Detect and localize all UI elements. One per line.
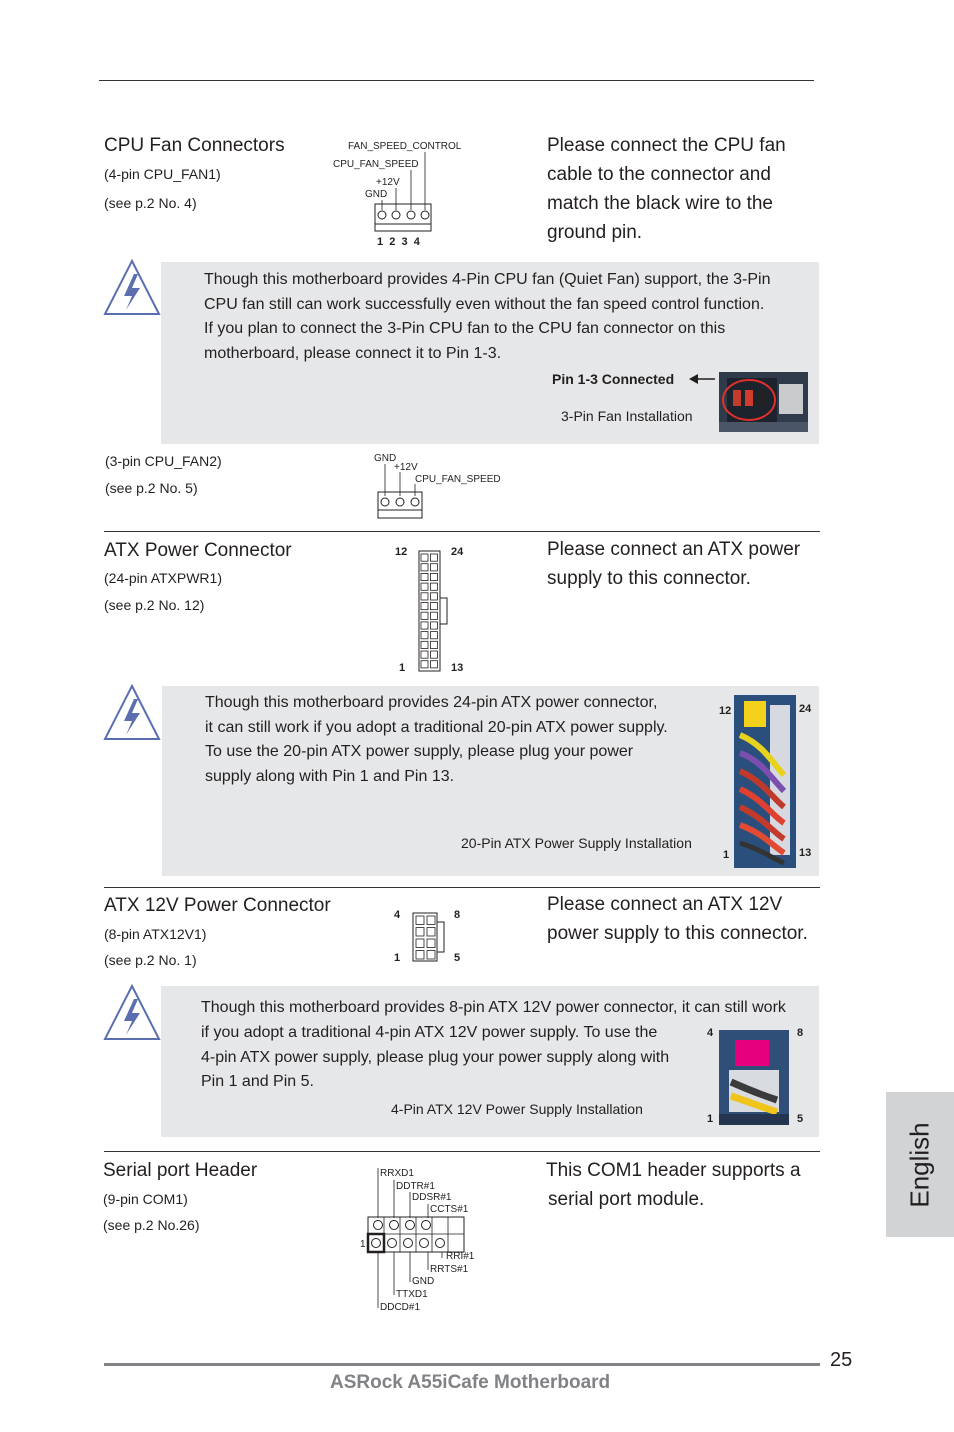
- serial-label-rrts1: RRTS#1: [430, 1264, 469, 1275]
- cpu-fan2-diagram: [370, 450, 510, 522]
- footer-title: ASRock A55iCafe Motherboard: [330, 1372, 611, 1393]
- connector-pin: [427, 939, 435, 948]
- connector-pin: [431, 612, 438, 619]
- atx-photo-pin-1: 1: [723, 849, 730, 861]
- atx-install-caption: 20-Pin ATX Power Supply Installation: [461, 835, 692, 851]
- atx12v-note-line: if you adopt a traditional 4-pin ATX 12V power supply. To use the: [201, 1024, 658, 1041]
- atx12v-desc-line: Please connect an ATX 12V: [547, 894, 783, 915]
- atx-24pin-diagram: [418, 550, 450, 674]
- atx12v-note-line: 4-pin ATX power supply, please plug your power supply along with: [201, 1048, 670, 1066]
- warning-icon: [102, 683, 162, 743]
- connector-pin: [427, 928, 435, 937]
- connector-pin: [421, 564, 428, 571]
- cpu-fan2-label-speed: CPU_FAN_SPEED: [415, 474, 501, 485]
- atx-note: [205, 691, 715, 789]
- connector-pin: [431, 554, 438, 561]
- arrow-left-icon: [688, 372, 716, 386]
- serial-label-ttxd1: TTXD1: [396, 1289, 428, 1300]
- connector-pin: [421, 661, 428, 668]
- cpu-fan-desc-line: Please connect the CPU fan: [547, 135, 786, 156]
- atx12v-pin-4: 4: [394, 909, 401, 921]
- serial-label-ddcd1: DDCD#1: [380, 1302, 421, 1313]
- cpu-fan2-label-12v: +12V: [394, 462, 418, 473]
- cpu-fan-desc-line: cable to the connector and: [547, 164, 771, 185]
- cpu-fan1-pin-numbers: 1 2 3 4: [377, 236, 420, 248]
- serial-desc-line: serial port module.: [548, 1189, 705, 1210]
- atx12v-desc-line: power supply to this connector.: [547, 923, 808, 944]
- serial-desc-line: This COM1 header supports a: [546, 1160, 801, 1181]
- serial-pin1-label: 1: [360, 1239, 366, 1250]
- atx-pin-24: 24: [451, 546, 464, 558]
- connector-pin: [421, 622, 428, 629]
- connector-pin: [431, 661, 438, 668]
- connector-pin: [421, 603, 428, 610]
- atx-sub1: (24-pin ATXPWR1): [104, 570, 222, 586]
- atx-photo-pin-24: 24: [799, 703, 812, 715]
- atx-photo-pin-13: 13: [799, 847, 812, 859]
- atx12v-pin-5: 5: [454, 952, 461, 964]
- cpu-fan1-label-gnd: GND: [365, 189, 388, 200]
- connector-pin: [416, 939, 424, 948]
- atx-pin-1: 1: [399, 662, 406, 674]
- atx12v-pin-8: 8: [454, 909, 461, 921]
- atx-pin-12: 12: [395, 546, 408, 558]
- language-tab-label: English: [904, 1121, 935, 1208]
- language-tab: [886, 1092, 954, 1237]
- serial-header-diagram: [358, 1162, 498, 1318]
- fan-install-photo: [719, 372, 808, 432]
- cpu-fan2-sub2: (see p.2 No. 5): [105, 480, 198, 496]
- cpu-fan-sub2: (see p.2 No. 4): [104, 195, 197, 211]
- atx12v-note: [201, 1021, 701, 1095]
- connector-pin: [427, 951, 435, 960]
- section-rule: [104, 887, 820, 888]
- section-rule: [104, 531, 820, 532]
- atx12v-title: ATX 12V Power Connector: [104, 895, 331, 916]
- cpu-fan-desc: [547, 131, 807, 247]
- serial-label-ddsr1: DDSR#1: [412, 1192, 452, 1203]
- atx12v-desc: [547, 890, 827, 948]
- atx12v-photo-pin-8: 8: [797, 1027, 804, 1039]
- cpu-fan-note: [204, 268, 814, 366]
- cpu-fan1-label-speed: CPU_FAN_SPEED: [333, 159, 419, 170]
- atx12v-note-line: Pin 1 and Pin 5.: [201, 1073, 314, 1090]
- atx-desc-line: Please connect an ATX power: [547, 539, 801, 560]
- atx12v-pin-1: 1: [394, 952, 401, 964]
- atx-photo-pin-12: 12: [719, 705, 732, 717]
- cpu-fan-note-line: CPU fan still can work successfully even without the fan speed control function.: [204, 295, 765, 313]
- warning-icon: [102, 258, 162, 318]
- serial-sub2: (see p.2 No.26): [103, 1217, 200, 1233]
- connector-pin: [416, 951, 424, 960]
- warning-icon: [102, 983, 162, 1043]
- connector-pin: [421, 651, 428, 658]
- cpu-fan2-sub1: (3-pin CPU_FAN2): [105, 453, 222, 469]
- cpu-fan1-label-12v: +12V: [376, 177, 400, 188]
- serial-label-rrxd1: RRXD1: [380, 1168, 414, 1179]
- top-rule: [99, 80, 814, 81]
- atx-note-line: supply along with Pin 1 and Pin 13.: [205, 767, 455, 785]
- atx-note-line: it can still work if you adopt a traditional 20-pin ATX power supply.: [205, 718, 668, 736]
- atx12v-sub1: (8-pin ATX12V1): [104, 926, 207, 942]
- serial-label-ddtr1: DDTR#1: [396, 1181, 435, 1192]
- atx12v-sub2: (see p.2 No. 1): [104, 952, 197, 968]
- connector-pin: [431, 573, 438, 580]
- cpu-fan-sub1: (4-pin CPU_FAN1): [104, 166, 221, 182]
- atx12v-photo-pin-4: 4: [707, 1027, 714, 1039]
- atx-pin-13: 13: [451, 662, 464, 674]
- cpu-fan-title: CPU Fan Connectors: [104, 135, 285, 156]
- footer-rule: [104, 1363, 820, 1366]
- connector-pin: [416, 916, 424, 925]
- cpu-fan-note-line: If you plan to connect the 3-Pin CPU fan to the CPU fan connector on this: [204, 320, 726, 337]
- atx-title: ATX Power Connector: [104, 540, 292, 561]
- atx-install-photo: [734, 695, 796, 868]
- serial-sub1: (9-pin COM1): [103, 1191, 188, 1207]
- section-rule: [104, 1151, 820, 1152]
- connector-pin: [427, 916, 435, 925]
- serial-desc: [546, 1156, 816, 1214]
- connector-pin: [421, 583, 428, 590]
- connector-pin: [421, 641, 428, 648]
- cpu-fan2-label-gnd: GND: [374, 453, 397, 464]
- serial-label-ccts1: CCTS#1: [430, 1204, 469, 1215]
- atx-desc: [547, 535, 817, 593]
- atx12v-8pin-diagram: [412, 912, 448, 964]
- connector-pin: [431, 641, 438, 648]
- serial-label-rri1: RRI#1: [446, 1251, 475, 1262]
- atx12v-note-line1: Though this motherboard provides 8-pin ATX 12V power connector, it can still work: [201, 999, 786, 1016]
- cpu-fan-note-line: motherboard, please connect it to Pin 1-3.: [204, 344, 502, 362]
- cpu-fan1-diagram: [330, 138, 470, 250]
- cpu-fan-desc-line: ground pin.: [547, 222, 643, 243]
- fan-install-caption: 3-Pin Fan Installation: [561, 408, 693, 424]
- atx12v-install-photo: [719, 1030, 789, 1125]
- serial-label-gnd: GND: [412, 1276, 435, 1287]
- page-number: 25: [830, 1349, 853, 1371]
- connector-pin: [431, 593, 438, 600]
- connector-pin: [431, 583, 438, 590]
- serial-title: Serial port Header: [103, 1160, 258, 1181]
- connector-pin: [431, 564, 438, 571]
- connector-pin: [431, 603, 438, 610]
- pin-connected-label: Pin 1-3 Connected: [552, 371, 675, 387]
- connector-pin: [421, 593, 428, 600]
- atx-sub2: (see p.2 No. 12): [104, 597, 205, 613]
- atx-note-line: Though this motherboard provides 24-pin ATX power connector,: [205, 694, 658, 711]
- atx12v-install-caption: 4-Pin ATX 12V Power Supply Installation: [391, 1101, 643, 1117]
- connector-pin: [421, 554, 428, 561]
- atx12v-photo-pin-5: 5: [797, 1113, 804, 1125]
- connector-pin: [421, 632, 428, 639]
- connector-pin: [416, 928, 424, 937]
- cpu-fan-note-line: Though this motherboard provides 4-Pin CPU fan (Quiet Fan) support, the 3-Pin: [204, 271, 771, 288]
- atx-desc-line: supply to this connector.: [547, 568, 751, 589]
- connector-pin: [421, 612, 428, 619]
- connector-pin: [421, 573, 428, 580]
- connector-pin: [431, 632, 438, 639]
- atx-note-line: To use the 20-pin ATX power supply, please plug your power: [205, 743, 634, 760]
- connector-pin: [431, 622, 438, 629]
- cpu-fan1-label-fsc: FAN_SPEED_CONTROL: [348, 141, 462, 152]
- atx12v-photo-pin-1: 1: [707, 1113, 714, 1125]
- connector-pin: [431, 651, 438, 658]
- cpu-fan-desc-line: match the black wire to the: [547, 193, 773, 214]
